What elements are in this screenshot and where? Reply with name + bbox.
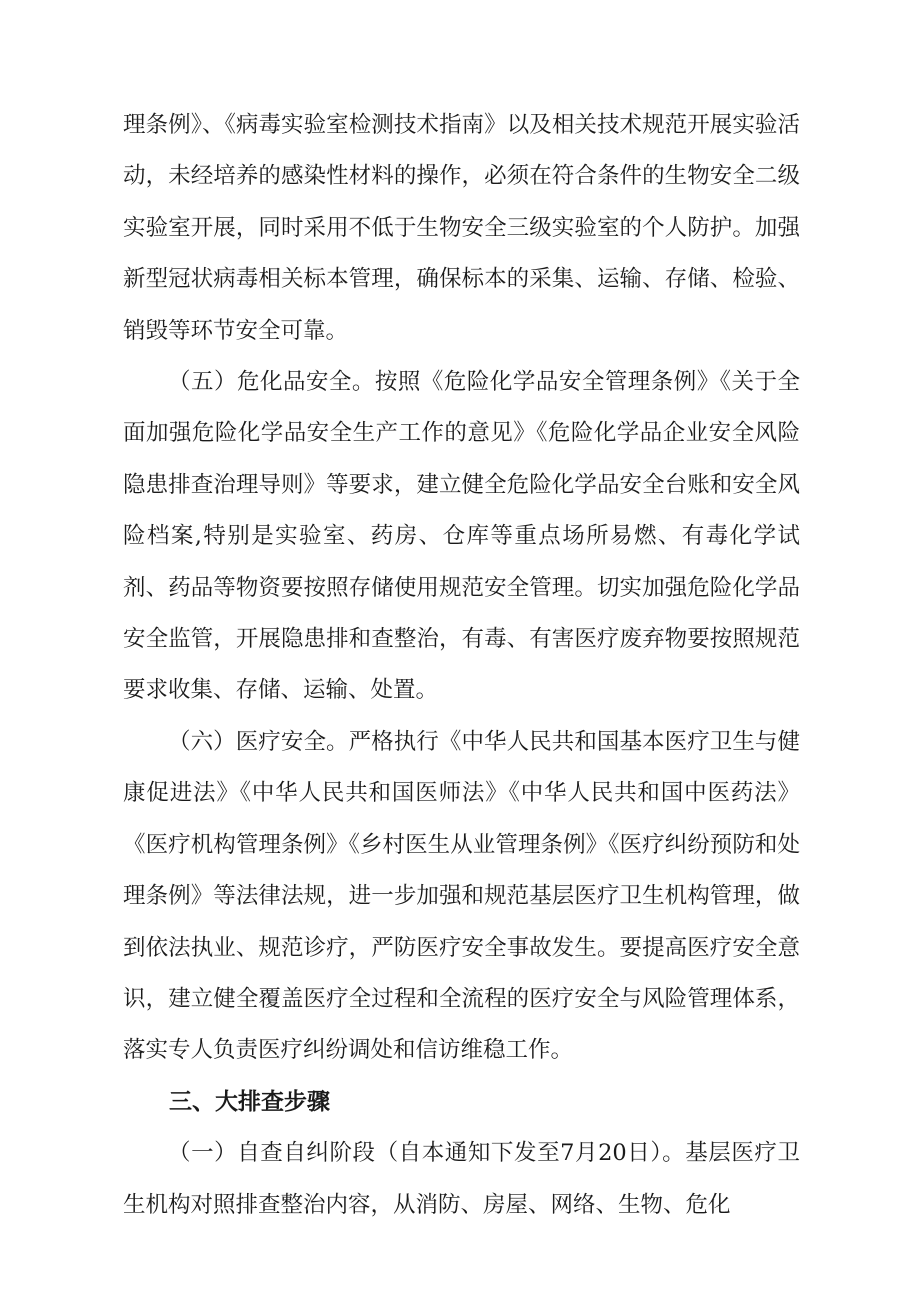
paragraph-hazardous-chemicals: （五）危化品安全。按照《危险化学品安全管理条例》《关于全面加强危险化学品安全生产工作的意见》《危险化学品企业安全风险隐患排查治理导则》等要求，建立健全危险化学品安全台账和安全风险档案,特别是实验室、药房、仓库等重点场所易燃、有毒化学试剂、药品等物资要按照存储使用规范安全管理。切实加强危险化学品安全监管，开展隐患排和查整治，有毒、有害医疗废弃物要按照规范要求收集、存储、运输、处置。 bbox=[123, 369, 800, 704]
document-page bbox=[123, 100, 800, 1231]
paragraph-continued-biosafety: 理条例》、《病毒实验室检测技术指南》以及相关技术规范开展实验活动，未经培养的感染性材料的操作，必须在符合条件的生物安全二级实验室开展，同时采用不低于生物安全三级实验室的个人防护。加强新型冠状病毒相关标本管理，确保标本的采集、运输、存储、检验、销毁等环节安全可靠。 bbox=[123, 112, 800, 344]
paragraph-self-inspection-stage: （一）自查自纠阶段（自本通知下发至7月20日）。基层医疗卫生机构对照排查整治内容，从消防、房屋、网络、生物、危化 bbox=[123, 1140, 800, 1218]
section-heading-inspection-steps: 三、大排查步骤 bbox=[169, 1088, 330, 1115]
paragraph-medical-safety: （六）医疗安全。严格执行《中华人民共和国基本医疗卫生与健康促进法》《中华人民共和国医师法》《中华人民共和国中医药法》《医疗机构管理条例》《乡村医生从业管理条例》《医疗纠纷预防和处理条例》等法律法规，进一步加强和规范基层医疗卫生机构管理，做到依法执业、规范诊疗，严防医疗安全事故发生。要提高医疗安全意识，建立健全覆盖医疗全过程和全流程的医疗安全与风险管理体系，落实专人负责医疗纠纷调处和信访维稳工作。 bbox=[123, 728, 800, 1064]
